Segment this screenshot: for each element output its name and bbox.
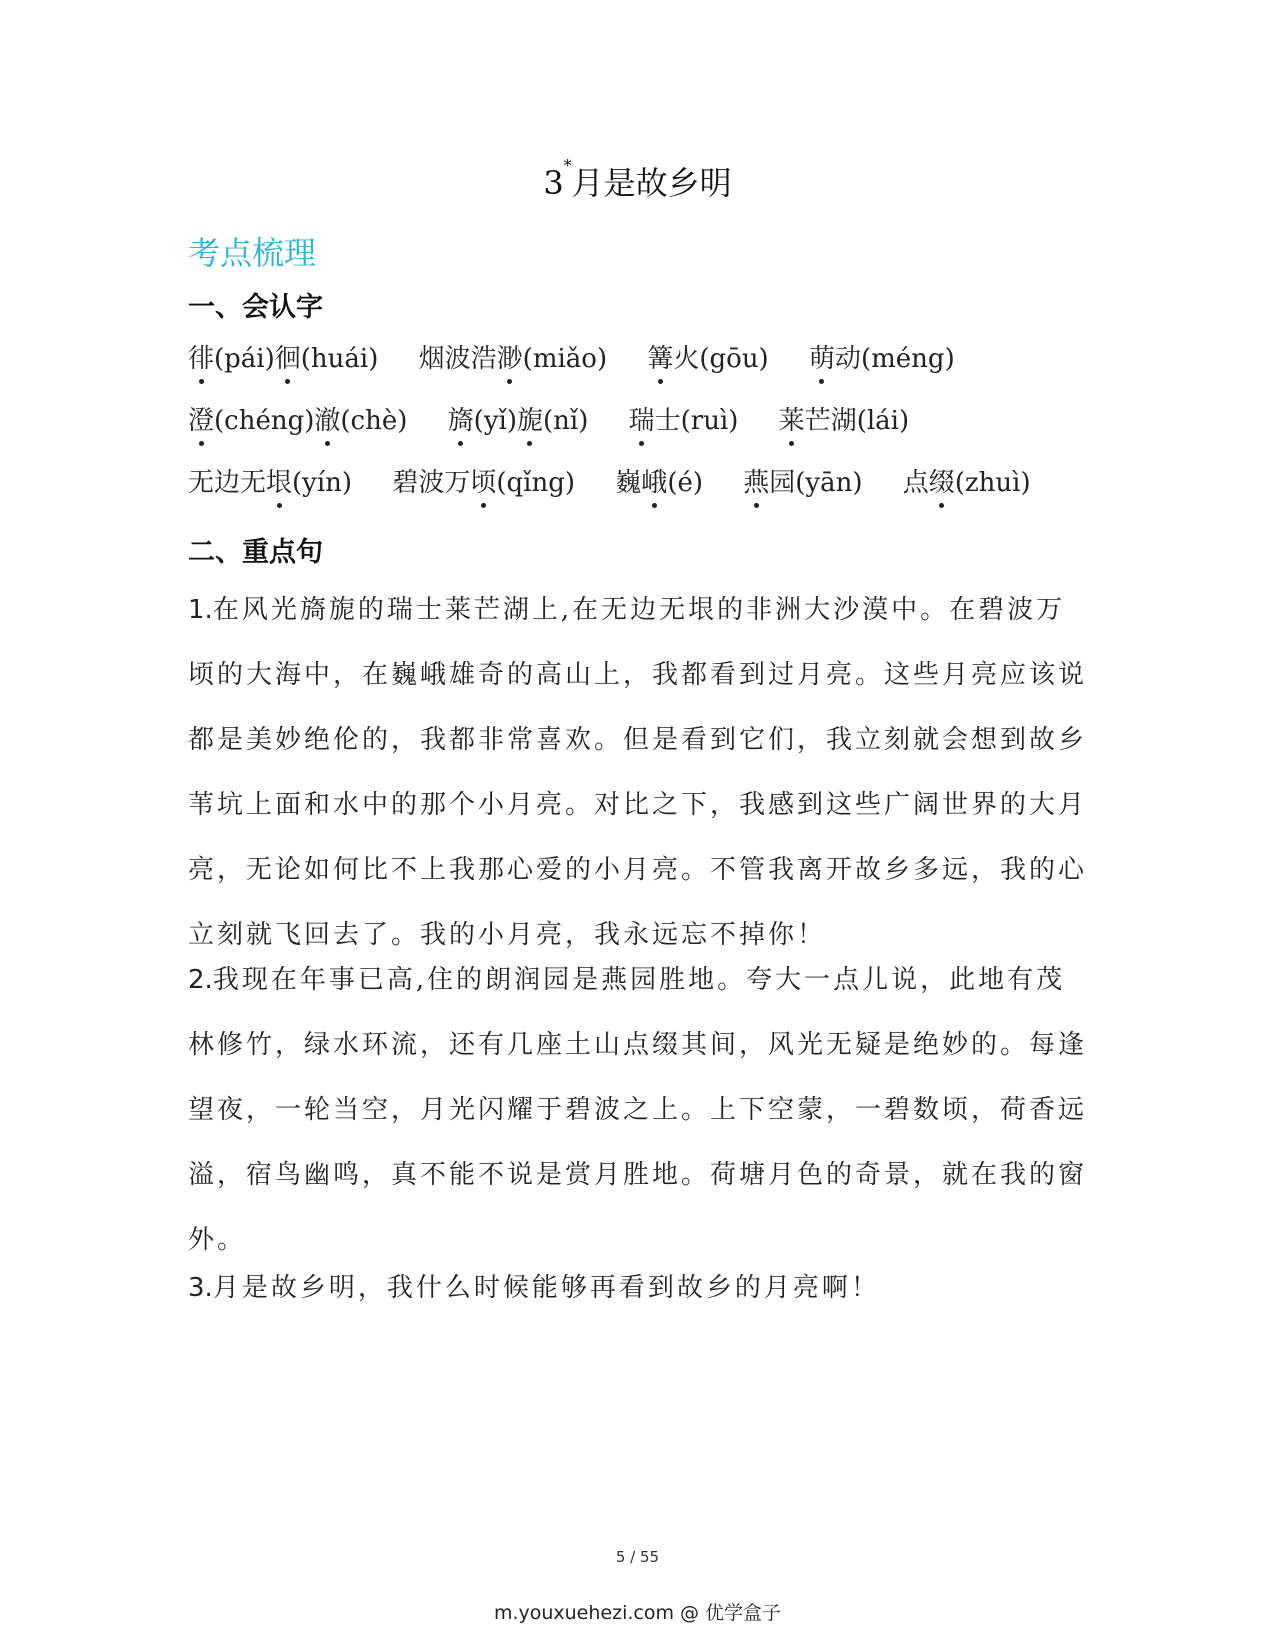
vocab-item: 澄(chéng)澈(chè) (188, 406, 407, 436)
site-watermark: m.youxuehezi.com @ 优学盒子 (493, 1602, 782, 1624)
vocab-item: 莱芒湖(lái) (779, 406, 909, 436)
vocab-line-3 (188, 462, 1063, 499)
section-heading: 考点梳理 (188, 234, 317, 272)
vocab-item: 碧波万顷(qǐng) (392, 468, 575, 498)
vocab-item: 瑞士(ruì) (629, 406, 739, 436)
vocab-line-1 (188, 338, 987, 375)
vocab-item: 徘(pái)徊(huái) (188, 344, 378, 374)
vocab-item: 萌动(méng) (809, 344, 955, 374)
page-number: 5 / 55 (615, 1548, 660, 1566)
vocab-item: 巍峨(é) (615, 468, 703, 498)
vocab-item: 篝火(gōu) (647, 344, 768, 374)
vocab-item: 旖(yǐ)旎(nǐ) (448, 406, 589, 436)
key-sentence-3: 3.月是故乡明，我什么时候能够再看到故乡的月亮啊！ (188, 1273, 880, 1303)
key-sentence-1: 1.在风光旖旎的瑞士莱芒湖上,在无边无垠的非洲大沙漠中。在碧波万顷的大海中，在巍峨雄奇的高山上，我都看到过月亮。这些月亮应该说都是美妙绝伦的，我都非常喜欢。但是看到它们，我立刻就会想到故乡苇坑上面和水中的那个小月亮。对比之下，我感到这些广阔世界的大月亮，无论如何比不上我那心爱的小月亮。不管我离开故乡多远，我的心立刻就飞回去了。我的小月亮，我永远忘不掉你！ (188, 595, 1088, 950)
vocab-item: 烟波浩渺(miǎo) (419, 344, 607, 374)
heading-recognize-chars: 一、会认字 (188, 292, 323, 323)
vocab-item: 燕园(yān) (743, 468, 862, 498)
page-title: 3*月是故乡明 (543, 156, 732, 202)
vocab-item: 点缀(zhuì) (903, 468, 1031, 498)
vocab-item: 无边无垠(yín) (188, 468, 352, 498)
key-sentence-2: 2.我现在年事已高,住的朗润园是燕园胜地。夸大一点儿说，此地有茂林修竹，绿水环流，还有几座土山点缀其间，风光无疑是绝妙的。每逢望夜，一轮当空，月光闪耀于碧波之上。上下空蒙，一碧数顷，荷香远溢，宿鸟幽鸣，真不能不说是赏月胜地。荷塘月色的奇景，就在我的窗外。 (188, 965, 1088, 1255)
heading-key-sentences: 二、重点句 (188, 537, 323, 568)
vocab-line-2 (188, 400, 941, 437)
